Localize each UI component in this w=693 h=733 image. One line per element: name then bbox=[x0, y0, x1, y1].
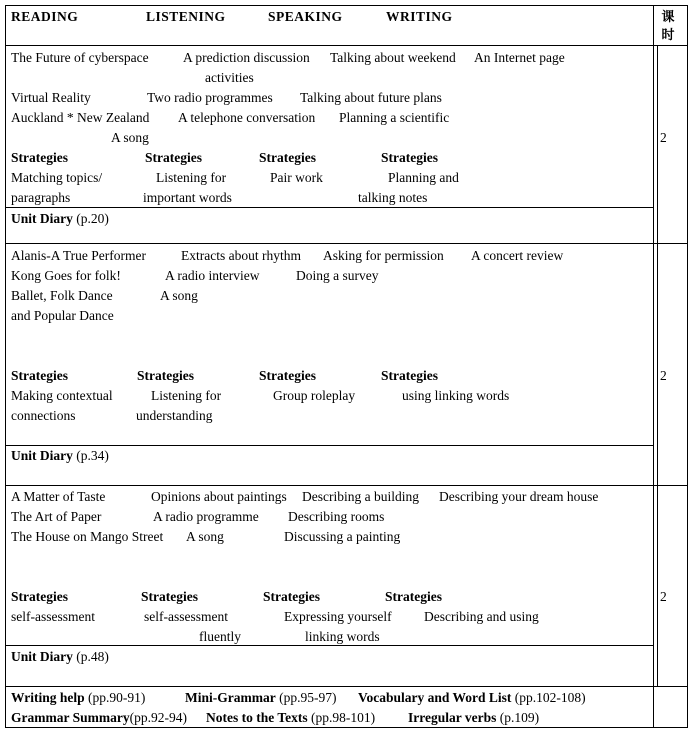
unit1-strategies-speaking: Strategies bbox=[259, 150, 316, 165]
hours-column-divider bbox=[653, 5, 654, 728]
writing-help-pages: (pp.90-91) bbox=[88, 690, 146, 705]
unit3-reading-3: The House on Mango Street bbox=[11, 529, 164, 544]
footer-notes bbox=[206, 710, 375, 726]
unit3-strategy-speaking-1: Expressing yourself bbox=[284, 609, 392, 624]
irregular-label: Irregular verbs bbox=[408, 710, 497, 725]
unit3-speaking-2: Describing rooms bbox=[288, 509, 385, 524]
grammar-summary-pages: (pp.92-94) bbox=[129, 710, 187, 725]
unit3-diary bbox=[11, 649, 109, 665]
unit1-reading-3: Auckland * New Zealand bbox=[11, 110, 150, 125]
unit1-listening-song: A song bbox=[111, 130, 149, 145]
unit3-listening-3: A song bbox=[186, 529, 224, 544]
unit1-strategies-reading: Strategies bbox=[11, 150, 68, 165]
unit3-listening-1: Opinions about paintings bbox=[151, 489, 287, 504]
grammar-summary-label: Grammar Summary bbox=[11, 710, 130, 725]
header-listening: LISTENING bbox=[146, 9, 226, 24]
unit3-strategy-listening-1: self-assessment bbox=[144, 609, 228, 624]
unit1-strategy-listening-2: important words bbox=[143, 190, 232, 205]
vocab-label: Vocabulary and Word List bbox=[358, 690, 512, 705]
unit2-reading-1: Alanis-A True Performer bbox=[11, 248, 146, 263]
unit3-strategies-writing: Strategies bbox=[385, 589, 442, 604]
unit3-strategy-reading-1: self-assessment bbox=[11, 609, 95, 624]
unit2-strategy-listening-1: Listening for bbox=[151, 388, 222, 403]
unit2-strategies-writing: Strategies bbox=[381, 368, 438, 383]
unit1-listening-3: A telephone conversation bbox=[178, 110, 316, 125]
header-speaking: SPEAKING bbox=[268, 9, 343, 24]
unit3-strategies-speaking: Strategies bbox=[263, 589, 320, 604]
table-border-top bbox=[5, 5, 688, 6]
unit3-speaking-1: Describing a building bbox=[302, 489, 419, 504]
unit3-hours: 2 bbox=[660, 589, 667, 604]
unit1-strategy-writing-2: talking notes bbox=[358, 190, 428, 205]
notes-label: Notes to the Texts bbox=[206, 710, 308, 725]
unit1-listening-1: A prediction discussion bbox=[183, 50, 310, 65]
unit1-strategy-writing-1: Planning and bbox=[388, 170, 459, 185]
unit1-writing-3: Planning a scientific bbox=[339, 110, 450, 125]
unit3-reading-1: A Matter of Taste bbox=[11, 489, 106, 504]
unit3-strategies-reading: Strategies bbox=[11, 589, 68, 604]
table-border-left bbox=[5, 5, 6, 728]
unit1-bottom-divider bbox=[5, 243, 688, 244]
unit1-strategies-listening: Strategies bbox=[145, 150, 202, 165]
unit2-listening-1: Extracts about rhythm bbox=[181, 248, 301, 263]
header-writing: WRITING bbox=[386, 9, 453, 24]
unit2-diary-label: Unit Diary bbox=[11, 448, 73, 463]
unit2-strategy-reading-2: connections bbox=[11, 408, 76, 423]
vocab-pages: (pp.102-108) bbox=[514, 690, 586, 705]
header-hours-char1: 课 bbox=[661, 9, 675, 24]
mini-grammar-pages: (pp.95-97) bbox=[279, 690, 337, 705]
unit2-diary-divider bbox=[5, 445, 654, 446]
unit3-strategy-speaking-2: fluently bbox=[199, 629, 241, 644]
unit2-strategies-reading: Strategies bbox=[11, 368, 68, 383]
unit3-bottom-divider bbox=[5, 686, 688, 687]
unit1-hours: 2 bbox=[660, 130, 667, 145]
table-border-bottom bbox=[5, 727, 688, 728]
unit2-listening-2: A radio interview bbox=[165, 268, 260, 283]
unit3-strategies-listening: Strategies bbox=[141, 589, 198, 604]
unit2-speaking-2: Doing a survey bbox=[296, 268, 379, 283]
unit1-strategies-writing: Strategies bbox=[381, 150, 438, 165]
unit2-hours: 2 bbox=[660, 368, 667, 383]
unit1-reading-1: The Future of cyberspace bbox=[11, 50, 149, 65]
header-hours-char2: 时 bbox=[661, 27, 675, 42]
unit2-strategy-listening-2: understanding bbox=[136, 408, 213, 423]
unit2-writing-1: A concert review bbox=[471, 248, 564, 263]
unit1-reading-2: Virtual Reality bbox=[11, 90, 91, 105]
unit3-diary-divider bbox=[5, 645, 654, 646]
hours-column-inner-divider bbox=[657, 45, 658, 686]
irregular-pages: (p.109) bbox=[499, 710, 540, 725]
unit2-strategies-speaking: Strategies bbox=[259, 368, 316, 383]
unit1-diary bbox=[11, 211, 109, 227]
unit3-diary-page: (p.48) bbox=[76, 649, 109, 664]
footer-grammar-summary bbox=[11, 710, 187, 726]
unit2-strategy-speaking-1: Group roleplay bbox=[273, 388, 356, 403]
mini-grammar-label: Mini-Grammar bbox=[185, 690, 276, 705]
unit2-speaking-1: Asking for permission bbox=[323, 248, 444, 263]
footer-vocab bbox=[358, 690, 586, 706]
unit2-strategy-reading-1: Making contextual bbox=[11, 388, 113, 403]
unit2-bottom-divider bbox=[5, 485, 688, 486]
unit1-diary-page: (p.20) bbox=[76, 211, 109, 226]
unit1-listening-2: Two radio programmes bbox=[147, 90, 273, 105]
unit1-speaking-1: Talking about weekend bbox=[330, 50, 456, 65]
unit3-strategy-writing-1: Describing and using bbox=[424, 609, 539, 624]
unit2-diary-page: (p.34) bbox=[76, 448, 109, 463]
unit2-reading-3: Ballet, Folk Dance bbox=[11, 288, 113, 303]
header-reading: READING bbox=[11, 9, 79, 24]
unit3-listening-2: A radio programme bbox=[153, 509, 259, 524]
header-divider bbox=[5, 45, 688, 46]
unit1-speaking-1-cont: activities bbox=[205, 70, 254, 85]
unit3-diary-label: Unit Diary bbox=[11, 649, 73, 664]
unit1-strategy-reading-2: paragraphs bbox=[11, 190, 71, 205]
unit2-reading-4: and Popular Dance bbox=[11, 308, 114, 323]
unit3-writing-1: Describing your dream house bbox=[439, 489, 599, 504]
unit3-strategy-writing-2: linking words bbox=[305, 629, 380, 644]
footer-irregular bbox=[408, 710, 539, 726]
unit1-speaking-2: Talking about future plans bbox=[300, 90, 442, 105]
unit2-listening-3: A song bbox=[160, 288, 198, 303]
unit2-strategy-writing-1: using linking words bbox=[402, 388, 510, 403]
footer-mini-grammar bbox=[185, 690, 336, 706]
writing-help-label: Writing help bbox=[11, 690, 85, 705]
table-border-right bbox=[687, 5, 688, 728]
unit1-strategy-listening-1: Listening for bbox=[156, 170, 227, 185]
unit3-reading-2: The Art of Paper bbox=[11, 509, 102, 524]
notes-pages: (pp.98-101) bbox=[311, 710, 376, 725]
unit1-strategy-reading-1: Matching topics/ bbox=[11, 170, 103, 185]
unit2-strategies-listening: Strategies bbox=[137, 368, 194, 383]
unit1-writing-1: An Internet page bbox=[474, 50, 565, 65]
unit1-diary-divider bbox=[5, 207, 654, 208]
footer-line-1 bbox=[11, 690, 145, 706]
unit2-reading-2: Kong Goes for folk! bbox=[11, 268, 121, 283]
unit3-speaking-3: Discussing a painting bbox=[284, 529, 401, 544]
unit2-diary bbox=[11, 448, 109, 464]
unit1-diary-label: Unit Diary bbox=[11, 211, 73, 226]
unit1-strategy-speaking-1: Pair work bbox=[270, 170, 323, 185]
